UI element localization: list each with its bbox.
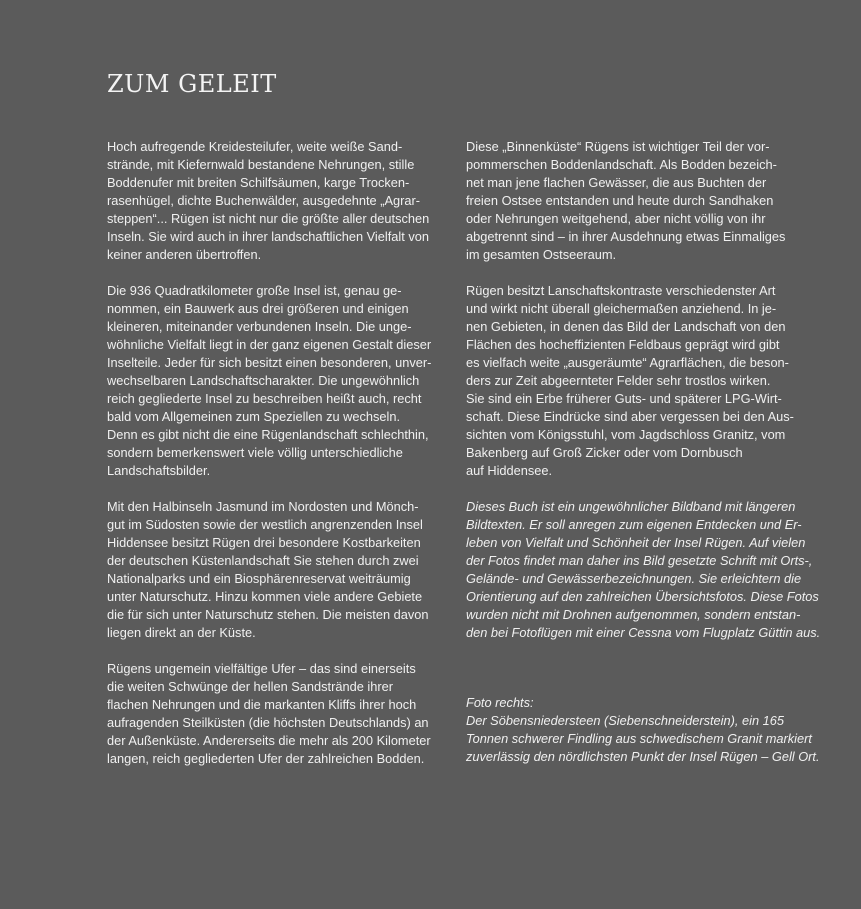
text-line: Mit den Halbinseln Jasmund im Nordosten und Mönch- xyxy=(107,499,419,514)
text-line: Denn es gibt nicht die eine Rügenlandschaft schlechthin, xyxy=(107,427,429,442)
text-line: Rügens ungemein vielfältige Ufer – das sind einerseits xyxy=(107,661,416,676)
text-line: abgetrennt sind – in ihrer Ausdehnung etwas Einmaliges xyxy=(466,229,786,244)
photo-caption xyxy=(466,694,820,766)
text-line: Flächen des hocheffizienten Feldbaus geprägt wird gibt xyxy=(466,337,780,352)
text-line: freien Ostsee entstanden und heute durch Sandhaken xyxy=(466,193,774,208)
text-line: schaft. Diese Eindrücke sind aber vergessen bei den Aus- xyxy=(466,409,794,424)
caption-heading: Foto rechts: xyxy=(466,695,534,710)
text-line: sondern bemerkenswert viele völlig unterschiedliche xyxy=(107,445,403,460)
text-line: Inselteile. Jeder für sich besitzt einen besonderen, unver- xyxy=(107,355,432,370)
text-line: aufragenden Steilküsten (die höchsten Deutschlands) an xyxy=(107,715,429,730)
text-line: Rügen besitzt Lanschaftskontraste verschiedenster Art xyxy=(466,283,776,298)
text-line: der Fotos findet man daher ins Bild gesetzte Schrift mit Orts-, xyxy=(466,553,813,568)
text-line: Boddenufer mit breiten Schilfsäumen, karge Trocken- xyxy=(107,175,410,190)
text-line: Orientierung auf den zahlreichen Übersichtsfotos. Diese Fotos xyxy=(466,589,819,604)
text-line: bald vom Allgemeinen zum Speziellen zu wechseln. xyxy=(107,409,401,424)
text-line: wechselbaren Landschaftscharakter. Die ungewöhnlich xyxy=(107,373,420,388)
text-line: rasenhügel, dichte Buchenwälder, ausgedehnte „Agrar- xyxy=(107,193,421,208)
paragraph-peninsulas xyxy=(107,498,449,642)
text-line: oder Nehrungen weitgehend, aber nicht völlig von ihr xyxy=(466,211,766,226)
paragraph-contrasts xyxy=(466,282,811,480)
text-line: net man jene flachen Gewässer, die aus Buchten der xyxy=(466,175,767,190)
text-line: es vielfach weite „ausgeräumte“ Agrarflächen, die beson- xyxy=(466,355,789,370)
text-line: Hiddensee besitzt Rügen drei besondere Kostbarkeiten xyxy=(107,535,421,550)
page-title: ZUM GELEIT xyxy=(107,70,277,98)
text-line: Hoch aufregende Kreidesteilufer, weite weiße Sand- xyxy=(107,139,403,154)
text-line: der Außenküste. Andererseits die mehr als 200 Kilometer xyxy=(107,733,431,748)
text-line: keiner anderen übertroffen. xyxy=(107,247,262,262)
text-line: zuverlässig den nördlichsten Punkt der Insel Rügen – Gell Ort. xyxy=(466,749,820,764)
text-line: liegen direkt an der Küste. xyxy=(107,625,256,640)
text-line: Sie sind ein Erbe früherer Guts- und späterer LPG-Wirt- xyxy=(466,391,782,406)
text-line: Diese „Binnenküste“ Rügens ist wichtiger Teil der vor- xyxy=(466,139,770,154)
text-line: Tonnen schwerer Findling aus schwedischem Granit markiert xyxy=(466,731,812,746)
text-line: reich gegliederte Insel zu beschreiben heißt auch, recht xyxy=(107,391,422,406)
text-line: Landschaftsbilder. xyxy=(107,463,211,478)
text-line: sichten vom Königsstuhl, vom Jagdschloss Granitz, vom xyxy=(466,427,786,442)
paragraph-intro xyxy=(107,138,449,264)
text-line: pommerschen Boddenlandschaft. Als Bodden bezeich- xyxy=(466,157,777,172)
text-line: langen, reich gegliederten Ufer der zahlreichen Bodden. xyxy=(107,751,425,766)
text-line: ders zur Zeit abgeernteter Felder sehr trostlos wirken. xyxy=(466,373,771,388)
text-line: Bildtexten. Er soll anregen zum eigenen Entdecken und Er- xyxy=(466,517,802,532)
text-line: Die 936 Quadratkilometer große Insel ist, genau ge- xyxy=(107,283,402,298)
text-line: Inseln. Sie wird auch in ihrer landschaftlichen Vielfalt von xyxy=(107,229,429,244)
text-line: wöhnliche Vielfalt liegt in der ganz eigenen Gestalt dieser xyxy=(107,337,432,352)
text-line: Dieses Buch ist ein ungewöhnlicher Bildband mit längeren xyxy=(466,499,796,514)
paragraph-book-note xyxy=(466,498,821,642)
text-line: Gelände- und Gewässerbezeichnungen. Sie erleichtern die xyxy=(466,571,802,586)
left-column xyxy=(107,138,449,768)
right-column xyxy=(466,138,821,766)
paragraph-shores xyxy=(107,660,449,768)
text-line: und wirkt nicht überall gleichermaßen anziehend. In je- xyxy=(466,301,777,316)
text-line: unter Naturschutz. Hinzu kommen viele andere Gebiete xyxy=(107,589,423,604)
text-line: nommen, ein Bauwerk aus drei größeren und einigen xyxy=(107,301,409,316)
text-line: wurden nicht mit Drohnen aufgenommen, sondern entstan- xyxy=(466,607,801,622)
text-line: Bakenberg auf Groß Zicker oder vom Dornbusch xyxy=(466,445,743,460)
text-line: der deutschen Küstenlandschaft Sie stehen durch zwei xyxy=(107,553,419,568)
text-line: flachen Nehrungen und die markanten Kliffs ihrer hoch xyxy=(107,697,417,712)
paragraph-inner-coast xyxy=(466,138,811,264)
text-line: steppen“... Rügen ist nicht nur die größte aller deutschen xyxy=(107,211,430,226)
text-line: die für sich unter Naturschutz stehen. Die meisten davon xyxy=(107,607,429,622)
text-line: im gesamten Ostseeraum. xyxy=(466,247,617,262)
text-line: nen Gebieten, in denen das Bild der Landschaft von den xyxy=(466,319,786,334)
text-line: kleineren, miteinander verbundenen Inseln. Die unge- xyxy=(107,319,412,334)
text-line: auf Hiddensee. xyxy=(466,463,553,478)
text-line: den bei Fotoflügen mit einer Cessna vom Flugplatz Güttin aus. xyxy=(466,625,821,640)
paragraph-island xyxy=(107,282,449,480)
text-line: strände, mit Kiefernwald bestandene Nehrungen, stille xyxy=(107,157,415,172)
text-line: Der Söbensniedersteen (Siebenschneiderstein), ein 165 xyxy=(466,713,784,728)
text-line: leben von Vielfalt und Schönheit der Insel Rügen. Auf vielen xyxy=(466,535,806,550)
text-line: gut im Südosten sowie der westlich angrenzenden Insel xyxy=(107,517,423,532)
text-line: die weiten Schwünge der hellen Sandstrände ihrer xyxy=(107,679,393,694)
text-line: Nationalparks und ein Biosphärenreservat weiträumig xyxy=(107,571,411,586)
